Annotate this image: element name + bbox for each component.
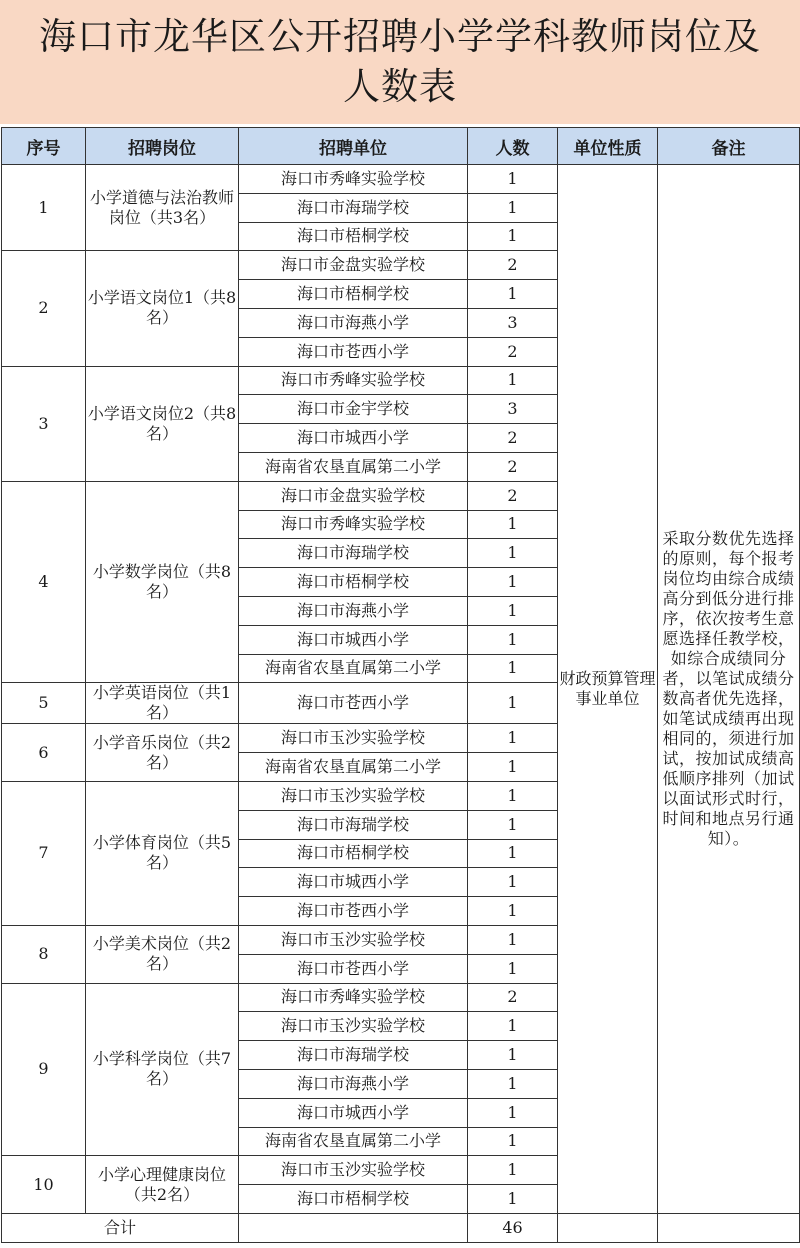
headcount: 1 [468, 753, 558, 782]
row-number: 2 [2, 251, 86, 366]
headcount: 2 [468, 481, 558, 510]
header-no: 序号 [2, 128, 86, 165]
header-remark: 备注 [658, 128, 800, 165]
header-row [2, 128, 800, 165]
headcount: 1 [468, 1012, 558, 1041]
school-name: 海口市苍西小学 [239, 337, 468, 366]
school-name: 海口市海燕小学 [239, 1069, 468, 1098]
headcount: 1 [468, 954, 558, 983]
school-name: 海口市苍西小学 [239, 954, 468, 983]
row-number: 7 [2, 781, 86, 925]
title-line-1: 海口市龙华区公开招聘小学学科教师岗位及 [39, 15, 761, 58]
headcount: 1 [468, 625, 558, 654]
school-name: 海口市秀峰实验学校 [239, 366, 468, 395]
school-name: 海口市梧桐学校 [239, 839, 468, 868]
school-name: 海口市苍西小学 [239, 897, 468, 926]
school-name: 海南省农垦直属第二小学 [239, 452, 468, 481]
title-line-2: 人数表 [343, 65, 457, 108]
remark-text: 采取分数优先选择的原则，每个报考岗位均由综合成绩高分到低分进行排序，依次按考生意愿选择任教学校，如综合成绩同分者，以笔试成绩分数高者优先选择，如笔试成绩再出现相同的，须进行加试，按加试成绩高低顺序排列（加试以面试形式时行，时间和地点另行通知）。 [658, 165, 800, 1214]
position-name: 小学美术岗位（共2名） [86, 925, 239, 983]
school-name: 海口市城西小学 [239, 868, 468, 897]
headcount: 1 [468, 165, 558, 194]
row-number: 5 [2, 683, 86, 724]
headcount: 2 [468, 452, 558, 481]
row-number: 9 [2, 983, 86, 1156]
headcount: 1 [468, 280, 558, 309]
row-number: 8 [2, 925, 86, 983]
headcount: 1 [468, 654, 558, 683]
headcount: 2 [468, 983, 558, 1012]
headcount: 1 [468, 1041, 558, 1070]
headcount: 2 [468, 337, 558, 366]
school-name: 海口市城西小学 [239, 625, 468, 654]
row-number: 6 [2, 724, 86, 782]
headcount: 3 [468, 395, 558, 424]
headcount: 1 [468, 1098, 558, 1127]
row-number: 3 [2, 366, 86, 481]
headcount: 2 [468, 424, 558, 453]
position-name: 小学音乐岗位（共2名） [86, 724, 239, 782]
school-name: 海口市秀峰实验学校 [239, 165, 468, 194]
school-name: 海口市海瑞学校 [239, 193, 468, 222]
headcount: 1 [468, 810, 558, 839]
total-label: 合计 [2, 1213, 239, 1242]
school-name: 海口市海瑞学校 [239, 810, 468, 839]
school-name: 海口市海瑞学校 [239, 539, 468, 568]
total-row [2, 1213, 800, 1242]
unit-nature: 财政预算管理事业单位 [558, 165, 658, 1214]
school-name: 海口市玉沙实验学校 [239, 925, 468, 954]
headcount: 1 [468, 724, 558, 753]
page-title [0, 0, 800, 124]
table-row [2, 165, 800, 194]
position-name: 小学体育岗位（共5名） [86, 781, 239, 925]
headcount: 1 [468, 366, 558, 395]
headcount: 1 [468, 1127, 558, 1156]
headcount: 1 [468, 1185, 558, 1214]
header-nature: 单位性质 [558, 128, 658, 165]
headcount: 1 [468, 596, 558, 625]
school-name: 海南省农垦直属第二小学 [239, 753, 468, 782]
headcount: 1 [468, 1156, 558, 1185]
position-name: 小学语文岗位1（共8名） [86, 251, 239, 366]
header-position: 招聘岗位 [86, 128, 239, 165]
school-name: 海口市金盘实验学校 [239, 481, 468, 510]
headcount: 1 [468, 222, 558, 251]
school-name: 海口市秀峰实验学校 [239, 983, 468, 1012]
table-body [2, 165, 800, 1243]
school-name: 海口市金宇学校 [239, 395, 468, 424]
row-number: 10 [2, 1156, 86, 1214]
school-name: 海口市玉沙实验学校 [239, 724, 468, 753]
row-number: 4 [2, 481, 86, 683]
headcount: 1 [468, 539, 558, 568]
position-name: 小学语文岗位2（共8名） [86, 366, 239, 481]
school-name: 海口市玉沙实验学校 [239, 781, 468, 810]
total-count: 46 [468, 1213, 558, 1242]
school-name: 海南省农垦直属第二小学 [239, 654, 468, 683]
headcount: 1 [468, 568, 558, 597]
school-name: 海口市梧桐学校 [239, 280, 468, 309]
header-count: 人数 [468, 128, 558, 165]
school-name: 海南省农垦直属第二小学 [239, 1127, 468, 1156]
school-name: 海口市苍西小学 [239, 683, 468, 724]
headcount: 1 [468, 897, 558, 926]
headcount: 1 [468, 925, 558, 954]
table-header [2, 128, 800, 165]
school-name: 海口市秀峰实验学校 [239, 510, 468, 539]
headcount: 2 [468, 251, 558, 280]
school-name: 海口市城西小学 [239, 1098, 468, 1127]
recruitment-table [1, 127, 800, 1243]
total-empty-remark [658, 1213, 800, 1242]
school-name: 海口市梧桐学校 [239, 222, 468, 251]
school-name: 海口市海瑞学校 [239, 1041, 468, 1070]
headcount: 1 [468, 1069, 558, 1098]
school-name: 海口市海燕小学 [239, 308, 468, 337]
header-school: 招聘单位 [239, 128, 468, 165]
school-name: 海口市海燕小学 [239, 596, 468, 625]
headcount: 3 [468, 308, 558, 337]
school-name: 海口市玉沙实验学校 [239, 1156, 468, 1185]
position-name: 小学英语岗位（共1名） [86, 683, 239, 724]
headcount: 1 [468, 510, 558, 539]
school-name: 海口市城西小学 [239, 424, 468, 453]
headcount: 1 [468, 683, 558, 724]
total-empty-nature [558, 1213, 658, 1242]
school-name: 海口市玉沙实验学校 [239, 1012, 468, 1041]
position-name: 小学道德与法治教师岗位（共3名） [86, 165, 239, 251]
headcount: 1 [468, 868, 558, 897]
headcount: 1 [468, 193, 558, 222]
position-name: 小学心理健康岗位（共2名） [86, 1156, 239, 1214]
school-name: 海口市梧桐学校 [239, 1185, 468, 1214]
position-name: 小学科学岗位（共7名） [86, 983, 239, 1156]
total-empty-school [239, 1213, 468, 1242]
headcount: 1 [468, 781, 558, 810]
school-name: 海口市金盘实验学校 [239, 251, 468, 280]
headcount: 1 [468, 839, 558, 868]
school-name: 海口市梧桐学校 [239, 568, 468, 597]
position-name: 小学数学岗位（共8名） [86, 481, 239, 683]
row-number: 1 [2, 165, 86, 251]
